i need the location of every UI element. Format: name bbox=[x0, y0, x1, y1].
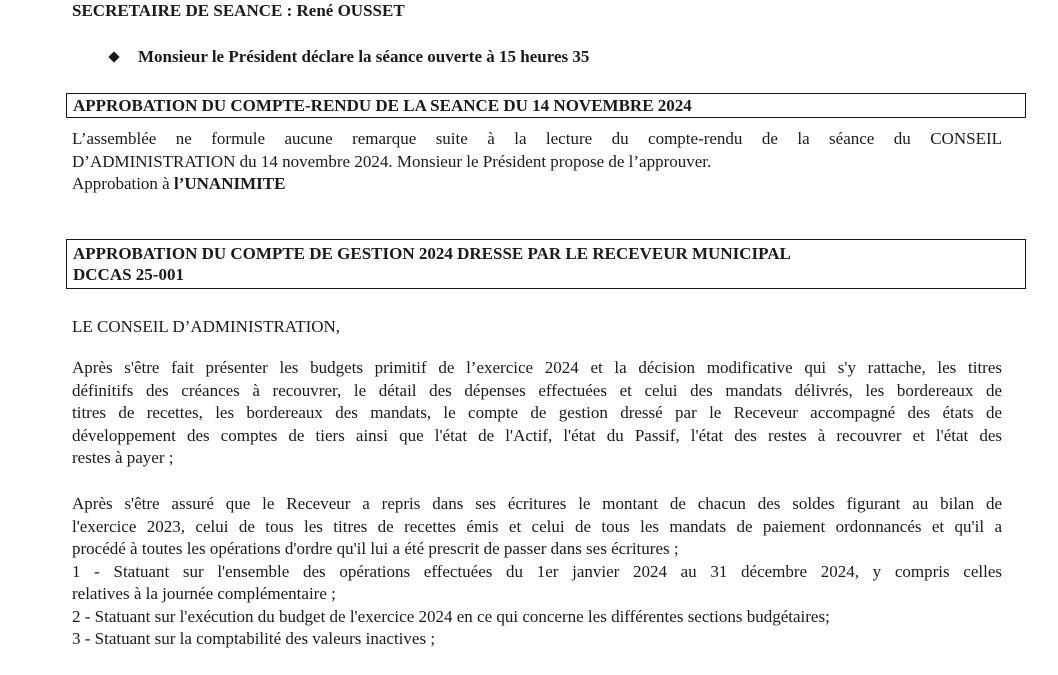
paragraph-line: L’assemblée ne formule aucune remarque suite à la lecture du compte-rendu de la séance du CONSEIL bbox=[72, 129, 1002, 148]
section-title-box-minutes bbox=[66, 93, 1026, 118]
considerations-paragraph-2 bbox=[72, 493, 1002, 651]
deliberation-number: DCCAS 25-001 bbox=[73, 265, 184, 284]
ruling-item-1: 1 - Statuant sur l'ensemble des opérations effectuées du 1er janvier 2024 au 31 décembre 2024, y compris celles bbox=[72, 561, 1002, 581]
minutes-approval-paragraph bbox=[72, 128, 1002, 196]
paragraph-line: procédé à toutes les opérations d'ordre qu'il lui a été prescrit de passer dans ses écritures ; bbox=[72, 539, 679, 558]
ruling-item-2: 2 - Statuant sur l'exécution du budget de l'exercice 2024 en ce qui concerne les différentes sections budgétaires; bbox=[72, 606, 830, 626]
section-title-accounts: APPROBATION DU COMPTE DE GESTION 2024 DRESSE PAR LE RECEVEUR MUNICIPAL bbox=[73, 244, 791, 263]
secretary-line: SECRETAIRE DE SEANCE : René OUSSET bbox=[72, 1, 405, 20]
paragraph-line: développement des comptes de tiers ainsi que l'état de l'Actif, l'état du Passif, l'état des restes à recouvrer et l'état des bbox=[72, 425, 1002, 445]
paragraph-line: titres de recettes, les bordereaux des mandats, le compte de gestion dressé par le Receveur accompagné des états de bbox=[72, 403, 1002, 422]
section-title-box-accounts bbox=[66, 239, 1026, 289]
approval-prefix: Approbation à bbox=[72, 174, 174, 193]
opening-text: Monsieur le Président déclare la séance ouverte à 15 heures 35 bbox=[138, 47, 590, 66]
council-heading: LE CONSEIL D’ADMINISTRATION, bbox=[72, 317, 341, 336]
opening-statement bbox=[108, 46, 589, 68]
section-title-minutes: APPROBATION DU COMPTE-RENDU DE LA SEANCE DU 14 NOVEMBRE 2024 bbox=[73, 96, 692, 115]
ruling-item-3: 3 - Statuant sur la comptabilité des valeurs inactives ; bbox=[72, 629, 436, 648]
considerations-paragraph-1 bbox=[72, 357, 1002, 470]
diamond-bullet-icon bbox=[108, 51, 119, 62]
paragraph-line: Après s'être fait présenter les budgets primitif de l’exercice 2024 et la décision modificative qui s'y rattache, les titres bbox=[72, 358, 1002, 377]
paragraph-line: définitifs des créances à recouvrer, le détail des dépenses effectuées et celui des mandats délivrés, les bordereaux de bbox=[72, 380, 1002, 400]
paragraph-line: l'exercice 2023, celui de tous les titres de recettes émis et celui de tous les mandats de paiement ordonnancés et qu'il a bbox=[72, 516, 1002, 536]
paragraph-line: D’ADMINISTRATION du 14 novembre 2024. Monsieur le Président propose de l’approuver. bbox=[72, 151, 712, 171]
ruling-item-1-continued: relatives à la journée complémentaire ; bbox=[72, 584, 336, 603]
paragraph-line: Après s'être assuré que le Receveur a repris dans ses écritures le montant de chacun des soldes figurant au bilan de bbox=[72, 494, 1002, 513]
approval-line bbox=[72, 173, 1002, 196]
paragraph-line: restes à payer ; bbox=[72, 448, 174, 467]
approval-value: l’UNANIMITE bbox=[173, 174, 286, 193]
